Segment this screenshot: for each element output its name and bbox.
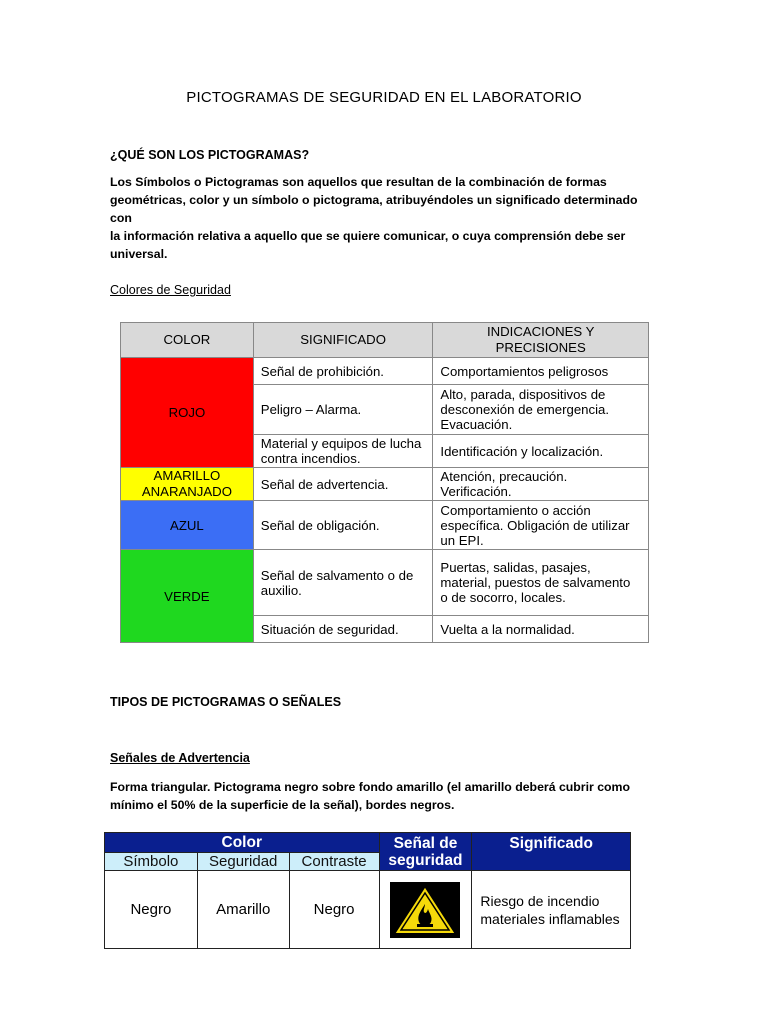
table-row: [121, 468, 649, 501]
significado-cell: Material y equipos de lucha contra incendios.: [253, 435, 433, 468]
table-row: [121, 550, 649, 616]
significado-cell: Riesgo de incendio materiales inflamables: [472, 871, 631, 949]
indicaciones-cell: Alto, parada, dispositivos de desconexión de emergencia. Evacuación.: [433, 385, 649, 435]
intro-line: universal.: [110, 247, 168, 261]
colors-heading: Colores de Seguridad: [110, 283, 231, 297]
warning-line: mínimo el 50% de la superficie de la señal), bordes negros.: [110, 798, 455, 812]
what-are-heading: ¿QUÉ SON LOS PICTOGRAMAS?: [110, 148, 310, 162]
indicaciones-cell: Atención, precaución. Verificación.: [433, 468, 649, 501]
intro-paragraph: [110, 173, 660, 263]
table-header-row: [105, 833, 631, 853]
indicaciones-cell: Identificación y localización.: [433, 435, 649, 468]
color-cell-rojo: ROJO: [121, 358, 254, 468]
signal-image-cell: [379, 871, 472, 949]
indicaciones-cell: Puertas, salidas, pasajes, material, puestos de salvamento o de socorro, locales.: [433, 550, 649, 616]
table-row: [121, 358, 649, 385]
table-row: [105, 871, 631, 949]
types-heading: TIPOS DE PICTOGRAMAS O SEÑALES: [110, 695, 342, 709]
subheader-simbolo: Símbolo: [105, 853, 198, 871]
significado-cell: Señal de obligación.: [253, 501, 433, 550]
simbolo-cell: Negro: [105, 871, 198, 949]
color-group-header: Color: [105, 833, 380, 853]
table-header-row: [121, 323, 649, 358]
significado-cell: Señal de salvamento o de auxilio.: [253, 550, 433, 616]
significado-cell: Señal de advertencia.: [253, 468, 433, 501]
intro-line: geométricas, color y un símbolo o pictograma, atribuyéndoles un significado determinado con: [110, 193, 638, 225]
significado-cell: Señal de prohibición.: [253, 358, 433, 385]
indicaciones-cell: Comportamientos peligrosos: [433, 358, 649, 385]
significado-cell: Peligro – Alarma.: [253, 385, 433, 435]
table-row: [121, 501, 649, 550]
warning-heading: Señales de Advertencia: [110, 751, 250, 765]
indicaciones-cell: Vuelta a la normalidad.: [433, 616, 649, 643]
subheader-seguridad: Seguridad: [197, 853, 289, 871]
seguridad-cell: Amarillo: [197, 871, 289, 949]
signal-header: Señal de seguridad: [379, 833, 472, 871]
color-cell-amarillo: AMARILLO ANARANJADO: [121, 468, 254, 501]
intro-line: la información relativa a aquello que se quiere comunicar, o cuya comprensión debe ser: [110, 229, 626, 243]
intro-line: Los Símbolos o Pictogramas son aquellos que resultan de la combinación de formas: [110, 175, 607, 189]
subheader-contraste: Contraste: [289, 853, 379, 871]
meaning-header: Significado: [472, 833, 631, 871]
safety-colors-table: [120, 322, 649, 643]
header-indicaciones: INDICACIONES Y PRECISIONES: [433, 323, 649, 358]
warning-paragraph: [110, 778, 660, 814]
significado-cell: Situación de seguridad.: [253, 616, 433, 643]
indicaciones-cell: Comportamiento o acción específica. Obligación de utilizar un EPI.: [433, 501, 649, 550]
header-significado: SIGNIFICADO: [253, 323, 433, 358]
color-cell-verde: VERDE: [121, 550, 254, 643]
contraste-cell: Negro: [289, 871, 379, 949]
warning-signals-table: [104, 832, 631, 949]
color-cell-azul: AZUL: [121, 501, 254, 550]
warning-line: Forma triangular. Pictograma negro sobre fondo amarillo (el amarillo deberá cubrir como: [110, 780, 631, 794]
header-color: COLOR: [121, 323, 254, 358]
flammable-warning-icon: [390, 882, 460, 938]
page-title: PICTOGRAMAS DE SEGURIDAD EN EL LABORATORIO: [186, 89, 582, 106]
